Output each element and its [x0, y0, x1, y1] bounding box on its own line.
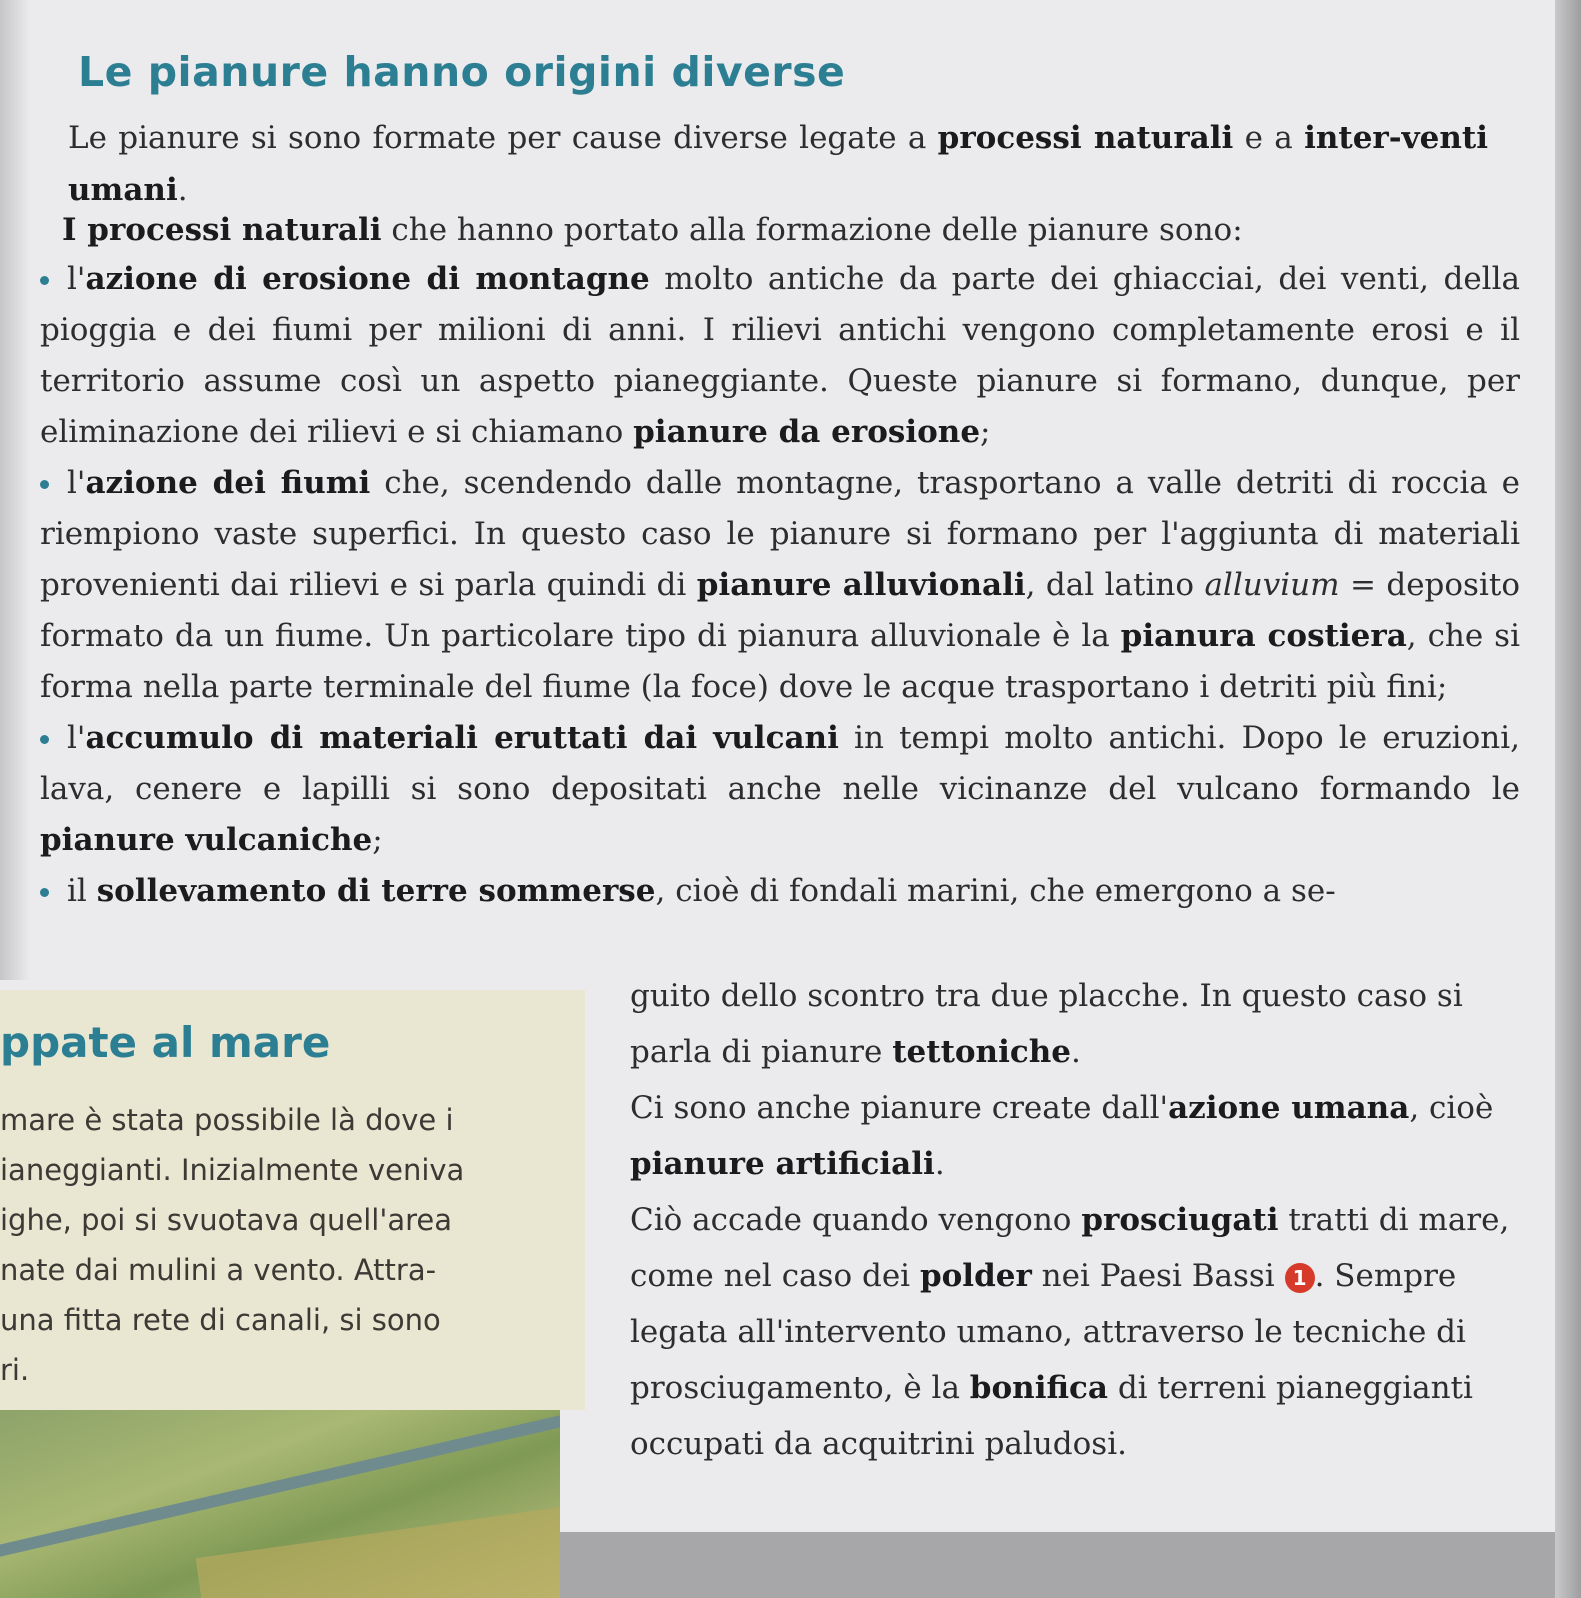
sidebar-box-title: ppate al mare — [0, 1018, 331, 1067]
list-item — [40, 713, 1520, 866]
tectonic-paragraph — [620, 968, 1525, 1080]
figure-reference-marker[interactable]: 1 — [1285, 1263, 1315, 1293]
bullet-bold: azione dei fiumi — [85, 465, 371, 501]
sidebar-box-text — [0, 1095, 560, 1395]
list-item — [40, 254, 1520, 458]
paragraph-text: , cioè — [1409, 1090, 1494, 1126]
bullet-text: ; — [980, 414, 991, 450]
processes-text: che hanno portato alla formazione delle pianure sono: — [381, 212, 1243, 248]
paragraph-bold: azione umana — [1168, 1090, 1410, 1126]
right-column — [620, 968, 1525, 1472]
photo-field — [196, 1503, 560, 1598]
intro-text-2: e a — [1233, 120, 1305, 156]
intro-bold-natural: processi naturali — [937, 120, 1234, 156]
process-list — [40, 254, 1520, 917]
paragraph-text: nei Paesi Bassi — [1031, 1258, 1285, 1294]
paragraph-text: Ci sono anche pianure create dall' — [630, 1090, 1169, 1126]
paragraph-text: di terreni pianeggianti occupati da acquitrini paludosi. — [630, 1370, 1473, 1462]
bullet-icon — [40, 735, 49, 744]
processes-bold: I processi naturali — [62, 212, 382, 248]
bullet-text: l' — [67, 465, 86, 501]
bullet-bold: pianure da erosione — [633, 414, 981, 450]
paragraph-bold: prosciugati — [1081, 1202, 1279, 1238]
paragraph-text: tratti di mare, come nel caso dei — [630, 1202, 1510, 1294]
bullet-text: il — [67, 873, 97, 909]
bullet-icon — [40, 276, 49, 285]
paragraph-text: . — [934, 1146, 945, 1182]
bullet-text: molto antiche da parte dei ghiacciai, dei venti, della pioggia e dei fiumi per milioni di anni. I rilievi antichi vengono completamente erosi e il territorio assume così un aspetto pianeggiante. Queste pianure si formano, dunque, per eliminazione dei rilievi e si chiamano — [40, 261, 1520, 450]
bullet-bold: pianura costiera — [1120, 618, 1407, 654]
list-item — [40, 458, 1520, 713]
section-heading: Le pianure hanno origini diverse — [78, 48, 846, 96]
box-line: ianeggianti. Inizialmente veniva — [0, 1153, 465, 1187]
box-line: mare è stata possibile là dove i — [0, 1103, 454, 1137]
bullet-text: che, scendendo dalle montagne, trasportano a valle detriti di roccia e riempiono vaste superfici. In questo caso le pianure si formano per l'aggiunta di materiali provenienti dai rilievi e si parla quindi di — [40, 465, 1520, 603]
bullet-text: = deposito formato da un fiume. Un particolare tipo di pianura alluvionale è la — [40, 567, 1521, 654]
bullet-icon — [40, 480, 49, 489]
box-line: ri. — [0, 1353, 30, 1387]
human-action-paragraph — [620, 1080, 1525, 1192]
paragraph-text: Ciò accade quando vengono — [630, 1202, 1082, 1238]
bullet-text: l' — [67, 261, 86, 297]
processes-intro — [62, 204, 1522, 256]
bullet-italic: alluvium — [1204, 567, 1340, 603]
landscape-photo — [0, 1410, 560, 1598]
list-item — [40, 866, 1520, 917]
bullet-bold: azione di erosione di montagne — [85, 261, 650, 297]
paragraph-bold: bonifica — [969, 1370, 1108, 1406]
paragraph-text: . — [1071, 1034, 1081, 1070]
paragraph-text: guito dello scontro tra due placche. In questo caso si parla di pianure — [630, 978, 1463, 1070]
bullet-text: l' — [67, 720, 86, 756]
intro-bold-human: inter-venti umani — [68, 120, 1488, 208]
polder-paragraph — [620, 1192, 1525, 1472]
bullet-bold: accumulo di materiali eruttati dai vulcani — [85, 720, 839, 756]
paragraph-bold: tettoniche — [892, 1034, 1072, 1070]
paragraph-text: . Sempre legata all'intervento umano, attraverso le tecniche di prosciugamento, è la — [630, 1258, 1466, 1406]
box-line: ighe, poi si svuotava quell'area — [0, 1203, 453, 1237]
bullet-bold: pianure vulcaniche — [40, 822, 373, 858]
paragraph-bold: pianure artificiali — [630, 1146, 935, 1182]
page-bottom-edge — [560, 1532, 1581, 1598]
bullet-bold: pianure alluvionali — [696, 567, 1026, 603]
bullet-text: in tempi molto antichi. Dopo le eruzioni, lava, cenere e lapilli si sono depositati anche nelle vicinanze del vulcano formando le — [40, 720, 1520, 807]
bullet-text: , che si forma nella parte terminale del fiume (la foce) dove le acque trasportano i detriti più fini; — [40, 618, 1520, 705]
bullet-text: , dal latino — [1025, 567, 1205, 603]
paragraph-bold: polder — [919, 1258, 1032, 1294]
intro-text: Le pianure si sono formate per cause diverse legate a — [68, 120, 938, 156]
box-line: una fitta rete di canali, si sono — [0, 1303, 441, 1337]
bullet-text: ; — [372, 822, 383, 858]
bullet-icon — [40, 888, 49, 897]
intro-text-3: . — [177, 172, 188, 208]
intro-paragraph — [68, 112, 1488, 216]
bullet-bold: sollevamento di terre sommerse — [96, 873, 656, 909]
box-line: nate dai mulini a vento. Attra- — [0, 1253, 437, 1287]
page-curl-shadow — [0, 0, 30, 980]
page-right-edge — [1555, 0, 1581, 1598]
bullet-text: , cioè di fondali marini, che emergono a se- — [655, 873, 1336, 909]
